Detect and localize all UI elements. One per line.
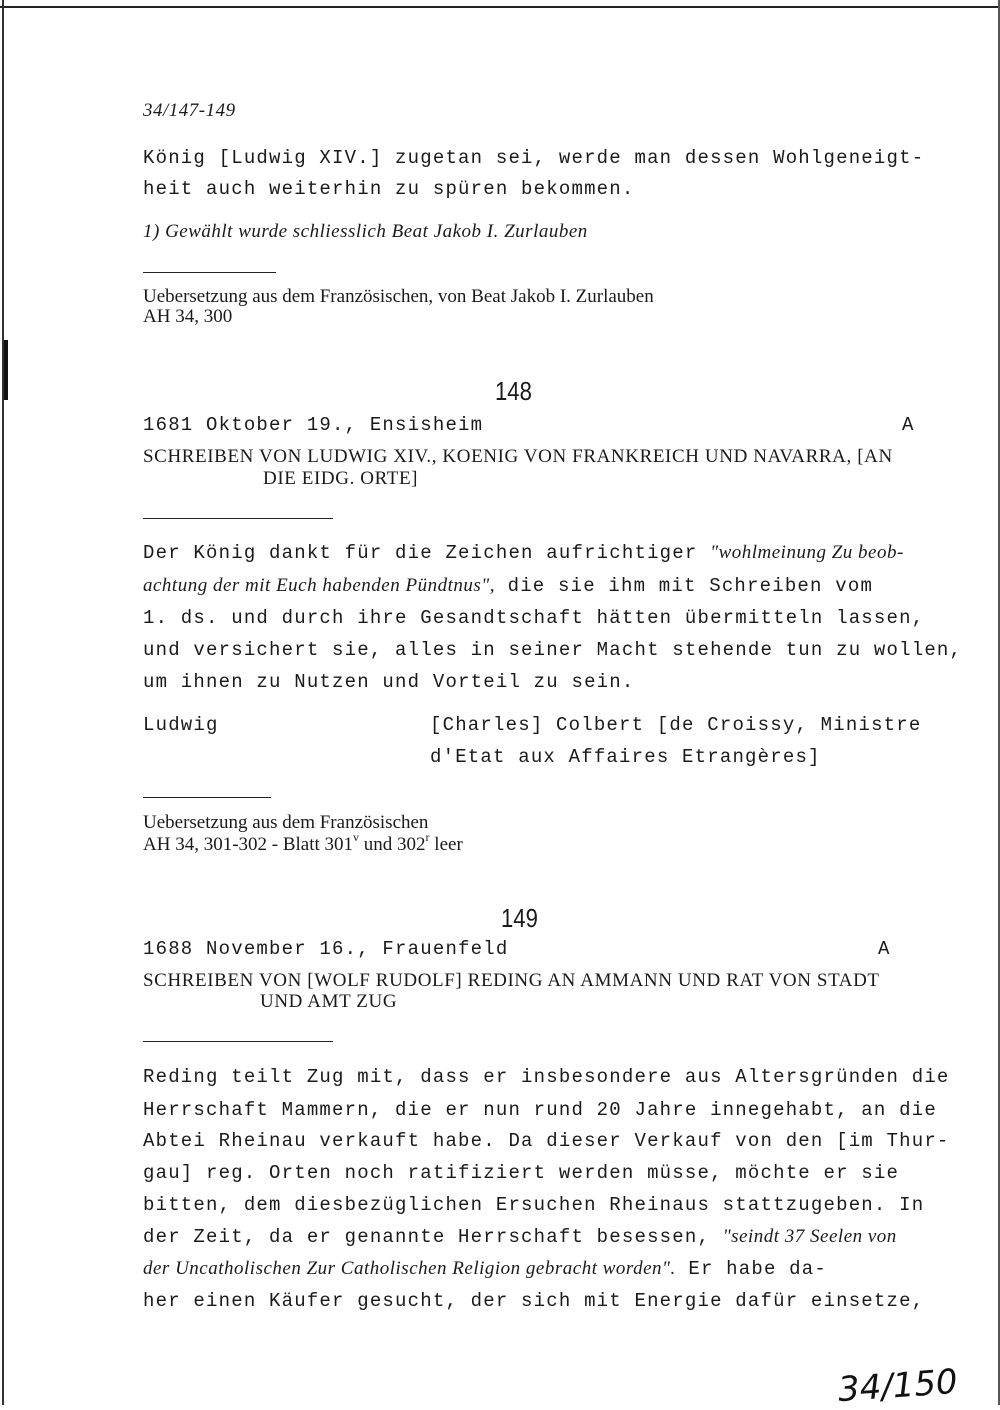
document-heading-2: UND AMT ZUG xyxy=(260,991,398,1012)
archive-marker: A xyxy=(902,414,914,436)
footnote: 1) Gewählt wurde schliesslich Beat Jakob I. Zurlauben xyxy=(143,221,588,242)
page-reference: 34/147-149 xyxy=(143,100,236,121)
signer-right-line-2: d'Etat aux Affaires Etrangères] xyxy=(430,746,821,768)
scan-artifact xyxy=(4,340,8,400)
document-heading-1: SCHREIBEN VON LUDWIG XIV., KOENIG VON FRANKREICH UND NAVARRA, [AN xyxy=(143,446,893,467)
summary-line-5: bitten, dem diesbezüglichen Ersuchen Rheinaus stattzugeben. In xyxy=(143,1194,925,1216)
scan-border-top xyxy=(0,6,1000,8)
date-place: 1688 November 16., Frauenfeld xyxy=(143,938,509,960)
summary-line-4: gau] reg. Orten noch ratifiziert werden müsse, möchte er sie xyxy=(143,1162,900,1184)
summary-line-7: der Uncatholischen Zur Catholischen Religion gebracht worden". Er habe da- xyxy=(143,1258,827,1280)
source-rule xyxy=(143,272,276,273)
summary-line-6: der Zeit, da er genannte Herrschaft besessen, "seindt 37 Seelen von xyxy=(143,1226,897,1248)
summary-line-3: Abtei Rheinau verkauft habe. Da dieser Verkauf von den [im Thur- xyxy=(143,1130,950,1152)
summary-line-5: um ihnen zu Nutzen und Vorteil zu sein. xyxy=(143,671,635,693)
source-line-1: Uebersetzung aus dem Französischen, von Beat Jakob I. Zurlauben xyxy=(143,286,654,307)
signer-right-line-1: [Charles] Colbert [de Croissy, Ministre xyxy=(430,714,922,736)
source-line-1: Uebersetzung aus dem Französischen xyxy=(143,812,429,833)
handwritten-page-number: 34/150 xyxy=(836,1361,959,1410)
document-number: 148 xyxy=(495,376,532,406)
date-place: 1681 Oktober 19., Ensisheim xyxy=(143,414,484,436)
heading-rule xyxy=(143,518,333,519)
source-line-2: AH 34, 300 xyxy=(143,306,233,327)
archive-marker: A xyxy=(878,938,890,960)
summary-line-3: 1. ds. und durch ihre Gesandtschaft hätten übermitteln lassen, xyxy=(143,607,925,629)
summary-line-4: und versichert sie, alles in seiner Macht stehende tun zu wollen, xyxy=(143,639,963,661)
scan-border-left xyxy=(2,0,4,1405)
summary-line-1: Reding teilt Zug mit, dass er insbesondere aus Altersgründen die xyxy=(143,1066,950,1088)
intro-line-2: heit auch weiterhin zu spüren bekommen. xyxy=(143,178,635,200)
source-line-2: AH 34, 301-302 - Blatt 301$^v$ und 302$^r$ leer xyxy=(143,830,463,855)
summary-line-2: achtung der mit Euch habenden Pündtnus", die sie ihm mit Schreiben vom xyxy=(143,575,874,597)
document-heading-2: DIE EIDG. ORTE] xyxy=(263,468,419,489)
intro-line-1: König [Ludwig XIV.] zugetan sei, werde man dessen Wohlgeneigt- xyxy=(143,147,925,169)
summary-line-2: Herrschaft Mammern, die er nun rund 20 Jahre innegehabt, an die xyxy=(143,1099,937,1121)
summary-line-8: her einen Käufer gesucht, der sich mit Energie dafür einsetze, xyxy=(143,1290,925,1312)
summary-line-1: Der König dankt für die Zeichen aufrichtiger "wohlmeinung Zu beob- xyxy=(143,542,904,564)
signer-left: Ludwig xyxy=(143,714,219,736)
document-heading-1: SCHREIBEN VON [WOLF RUDOLF] REDING AN AMMANN UND RAT VON STADT xyxy=(143,970,880,991)
heading-rule xyxy=(143,1041,333,1042)
document-number: 149 xyxy=(501,903,538,933)
source-rule xyxy=(143,797,271,798)
